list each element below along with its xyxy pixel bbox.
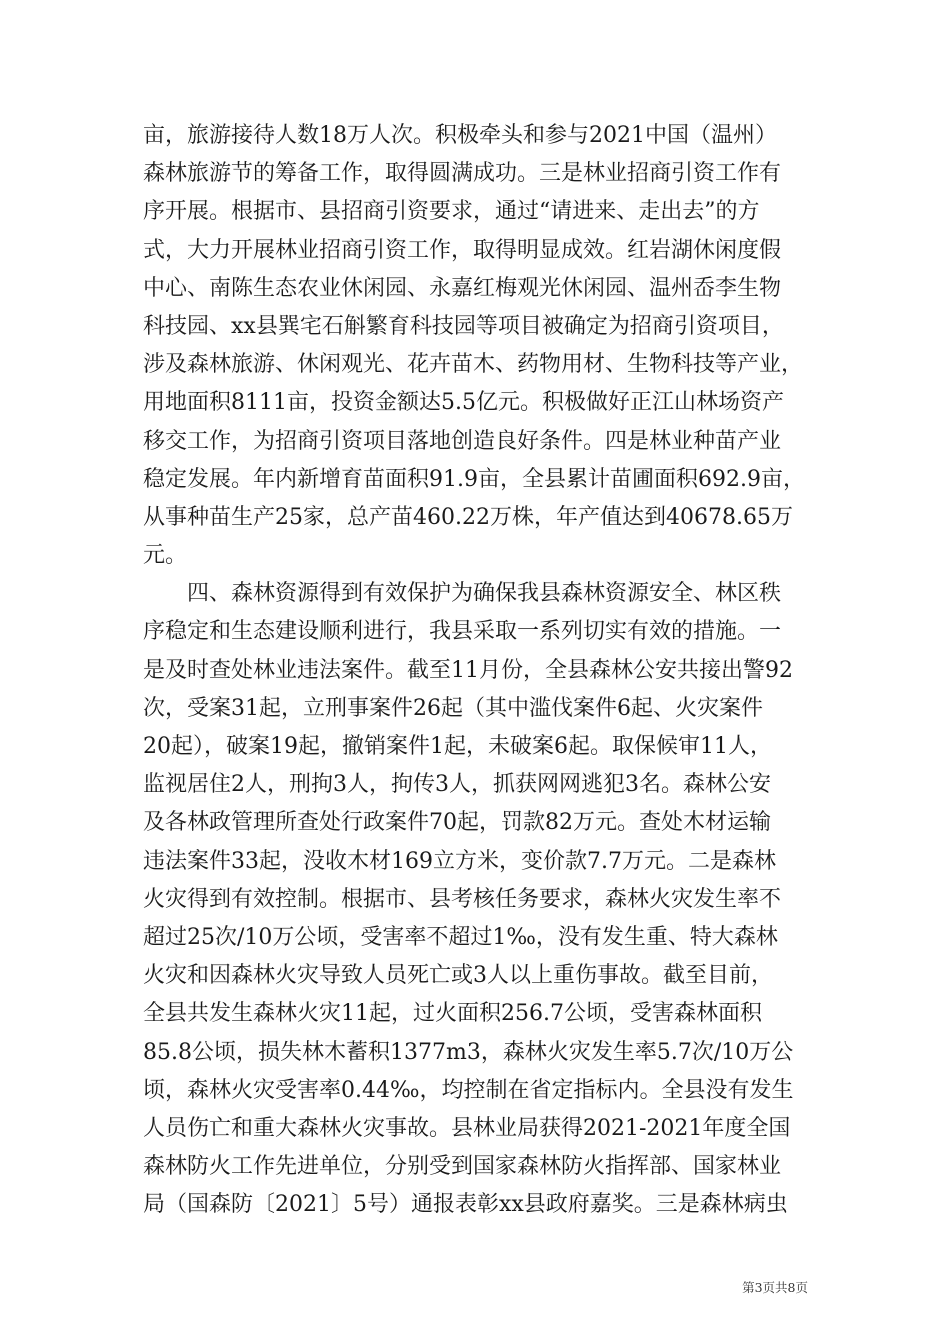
text-line-1: 亩，旅游接待人数18万人次。积极牵头和参与2021中国（温州）	[143, 123, 777, 148]
text-line-5: 中心、南陈生态农业休闲园、永嘉红梅观光休闲园、温州岙李生物	[143, 275, 782, 301]
text-line-2: 森林旅游节的筹备工作，取得圆满成功。三是林业招商引资工作有	[143, 161, 782, 187]
text-line-13: 四、森林资源得到有效保护为确保我县森林资源安全、林区秩	[143, 581, 782, 607]
text-line-17: 20起），破案19起，撤销案件1起，未破案6起。取保候审11人，	[143, 734, 772, 759]
text-line-25: 85.8公顷，损失林木蓄积1377m3，森林火灾发生率5.7次/10万公	[143, 1039, 794, 1065]
text-line-27: 人员伤亡和重大森林火灾事故。县林业局获得2021-2021年度全国	[143, 1115, 791, 1141]
text-line-29: 局（国森防〔2021〕5号）通报表彰xx县政府嘉奖。三是森林病虫	[143, 1192, 788, 1218]
text-line-22: 超过25次/10万公顷，受害率不超过1‰，没有发生重、特大森林	[143, 924, 778, 950]
text-line-24: 全县共发生森林火灾11起，过火面积256.7公顷，受害森林面积	[143, 1001, 762, 1027]
text-line-8: 用地面积8111亩，投资金额达5.5亿元。积极做好正江山林场资产	[143, 390, 784, 416]
text-line-15: 是及时查处林业违法案件。截至11月份，全县森林公安共接出警92	[143, 657, 793, 683]
text-line-10: 稳定发展。年内新增育苗面积91.9亩，全县累计苗圃面积692.9亩，	[143, 466, 805, 492]
text-line-4: 式，大力开展林业招商引资工作，取得明显成效。红岩湖休闲度假	[143, 237, 782, 263]
text-line-18: 监视居住2人，刑拘3人，拘传3人，抓获网网逃犯3名。森林公安	[143, 772, 771, 798]
text-line-3: 序开展。根据市、县招商引资要求，通过“请进来、走出去”的方	[143, 199, 760, 225]
text-line-21: 火灾得到有效控制。根据市、县考核任务要求，森林火灾发生率不	[143, 886, 782, 912]
text-line-7: 涉及森林旅游、休闲观光、花卉苗木、药物用材、生物科技等产业，	[143, 352, 804, 378]
text-line-12: 元。	[143, 543, 188, 569]
text-line-23: 火灾和因森林火灾导致人员死亡或3人以上重伤事故。截至目前，	[143, 963, 773, 989]
text-line-16: 次，受案31起，立刑事案件26起（其中滥伐案件6起、火灾案件	[143, 695, 763, 721]
text-line-11: 从事种苗生产25家，总产苗460.22万株，年产值达到40678.65万	[143, 504, 793, 530]
text-line-9: 移交工作，为招商引资项目落地创造良好条件。四是林业种苗产业	[143, 428, 782, 454]
text-line-26: 顷，森林火灾受害率0.44‰，均控制在省定指标内。全县没有发生	[143, 1077, 794, 1103]
text-line-6: 科技园、xx县巽宅石斛繁育科技园等项目被确定为招商引资项目，	[143, 313, 784, 339]
text-line-20: 违法案件33起，没收木材169立方米，变价款7.7万元。二是森林	[143, 848, 776, 874]
text-line-28: 森林防火工作先进单位，分别受到国家森林防火指挥部、国家林业	[143, 1154, 782, 1180]
text-line-14: 序稳定和生态建设顺利进行，我县采取一系列切实有效的措施。一	[143, 619, 782, 645]
page-number-footer: 第3页共8页	[742, 1280, 808, 1295]
body-text	[143, 117, 808, 1224]
text-line-19: 及各林政管理所查处行政案件70起，罚款82万元。查处木材运输	[143, 810, 771, 836]
